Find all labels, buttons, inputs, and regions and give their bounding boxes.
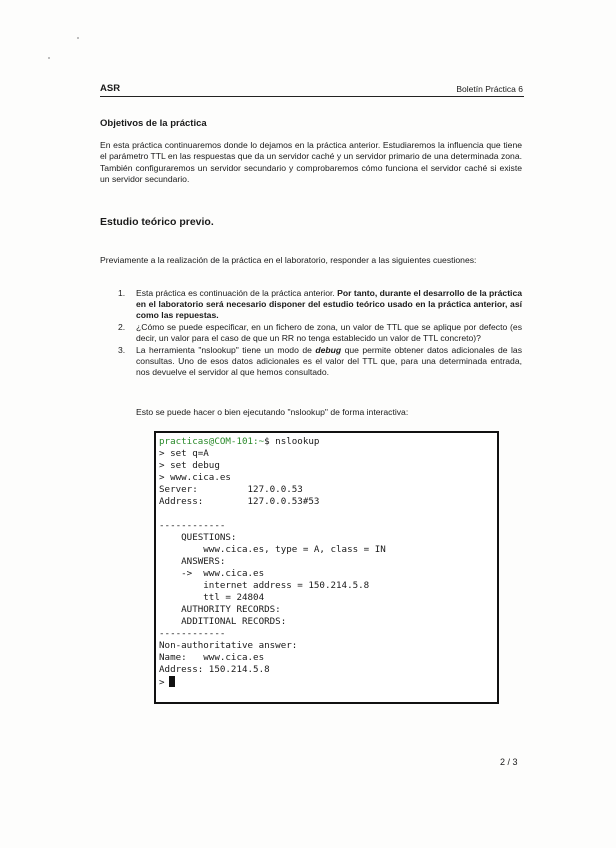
terminal-line: Non-authoritative answer: xyxy=(159,640,298,651)
objectives-title: Objetivos de la práctica xyxy=(100,118,207,129)
terminal-cursor xyxy=(169,676,175,687)
terminal-screenshot xyxy=(154,431,499,704)
question-item xyxy=(118,288,522,321)
terminal-output xyxy=(159,448,497,676)
terminal-prompt-line xyxy=(159,436,497,448)
terminal-line: ------------ xyxy=(159,520,226,531)
scan-speck xyxy=(77,37,79,39)
terminal-line: ttl = 24804 xyxy=(159,592,265,603)
question-item xyxy=(118,322,522,344)
questions-list xyxy=(118,288,522,379)
question-text: La herramienta "nslookup" tiene un modo de xyxy=(136,345,316,355)
terminal-line: AUTHORITY RECORDS: xyxy=(159,604,281,615)
terminal-line: ADDITIONAL RECORDS: xyxy=(159,616,287,627)
terminal-line: Name: www.cica.es xyxy=(159,652,265,663)
terminal-line: ANSWERS: xyxy=(159,556,226,567)
question-number: 3. xyxy=(118,345,126,355)
terminal-line: > set debug xyxy=(159,460,220,471)
terminal-line: Address: 127.0.0.53#53 xyxy=(159,496,320,507)
terminal-final-prompt: > xyxy=(159,677,165,688)
terminal-line: QUESTIONS: xyxy=(159,532,237,543)
question-text: ¿Cómo se puede especificar, en un fichero de zona, un valor de TTL que se aplique por defecto (es decir, un valor para el caso de que un RR no tenga establecido un valor de TTL concreto)? xyxy=(136,322,522,343)
objectives-text: En esta práctica continuaremos donde lo dejamos en la práctica anterior. Estudiaremos la influencia que tiene el parámetro TTL en las respuestas que da un servidor caché y un servidor primario de una determinada zona. También configuraremos un servidor secundario y comprobaremos cómo funciona el servidor caché si existe un servidor secundario. xyxy=(100,140,522,185)
theory-intro: Previamente a la realización de la práctica en el laboratorio, responder a las siguientes cuestiones: xyxy=(100,255,477,265)
question-item xyxy=(118,345,522,378)
scan-speck xyxy=(48,57,50,59)
terminal-line: -> www.cica.es xyxy=(159,568,265,579)
terminal-prompt: practicas@COM-101:~ xyxy=(159,436,265,447)
interactive-note: Esto se puede hacer o bien ejecutando "nslookup" de forma interactiva: xyxy=(136,407,409,417)
terminal-line: www.cica.es, type = A, class = IN xyxy=(159,544,386,555)
theory-title: Estudio teórico previo. xyxy=(100,216,214,228)
question-bold-text: Por tanto, durante el desarrollo de la práctica en el laboratorio será necesario disponer del estudio teórico usado en la práctica anterior, así como las repuestas. xyxy=(136,288,523,320)
question-number: 2. xyxy=(118,322,126,332)
terminal-line: internet address = 150.214.5.8 xyxy=(159,580,370,591)
terminal-line: ------------ xyxy=(159,628,226,639)
question-emphasis: debug xyxy=(315,345,342,355)
question-text-cont: que permite obtener datos adicionales de las consultas. Uno de esos datos adicionales es el valor del TTL que, para una determinada entrada, nos devuelve el servidor al que hemos consultado. xyxy=(136,345,522,377)
terminal-line xyxy=(159,508,497,520)
header-bulletin: Boletín Práctica 6 xyxy=(456,84,523,94)
question-number: 1. xyxy=(118,288,126,298)
terminal-final-prompt-line xyxy=(159,676,497,688)
header-rule xyxy=(100,96,524,97)
terminal-line: > www.cica.es xyxy=(159,472,231,483)
terminal-line: Server: 127.0.0.53 xyxy=(159,484,303,495)
terminal-line: Address: 150.214.5.8 xyxy=(159,664,270,675)
header-course: ASR xyxy=(100,83,121,94)
question-text: Esta práctica es continuación de la práctica anterior. xyxy=(136,288,338,298)
page-number: 2 / 3 xyxy=(500,757,518,767)
terminal-line: > set q=A xyxy=(159,448,209,459)
terminal-command: $ nslookup xyxy=(264,436,320,447)
